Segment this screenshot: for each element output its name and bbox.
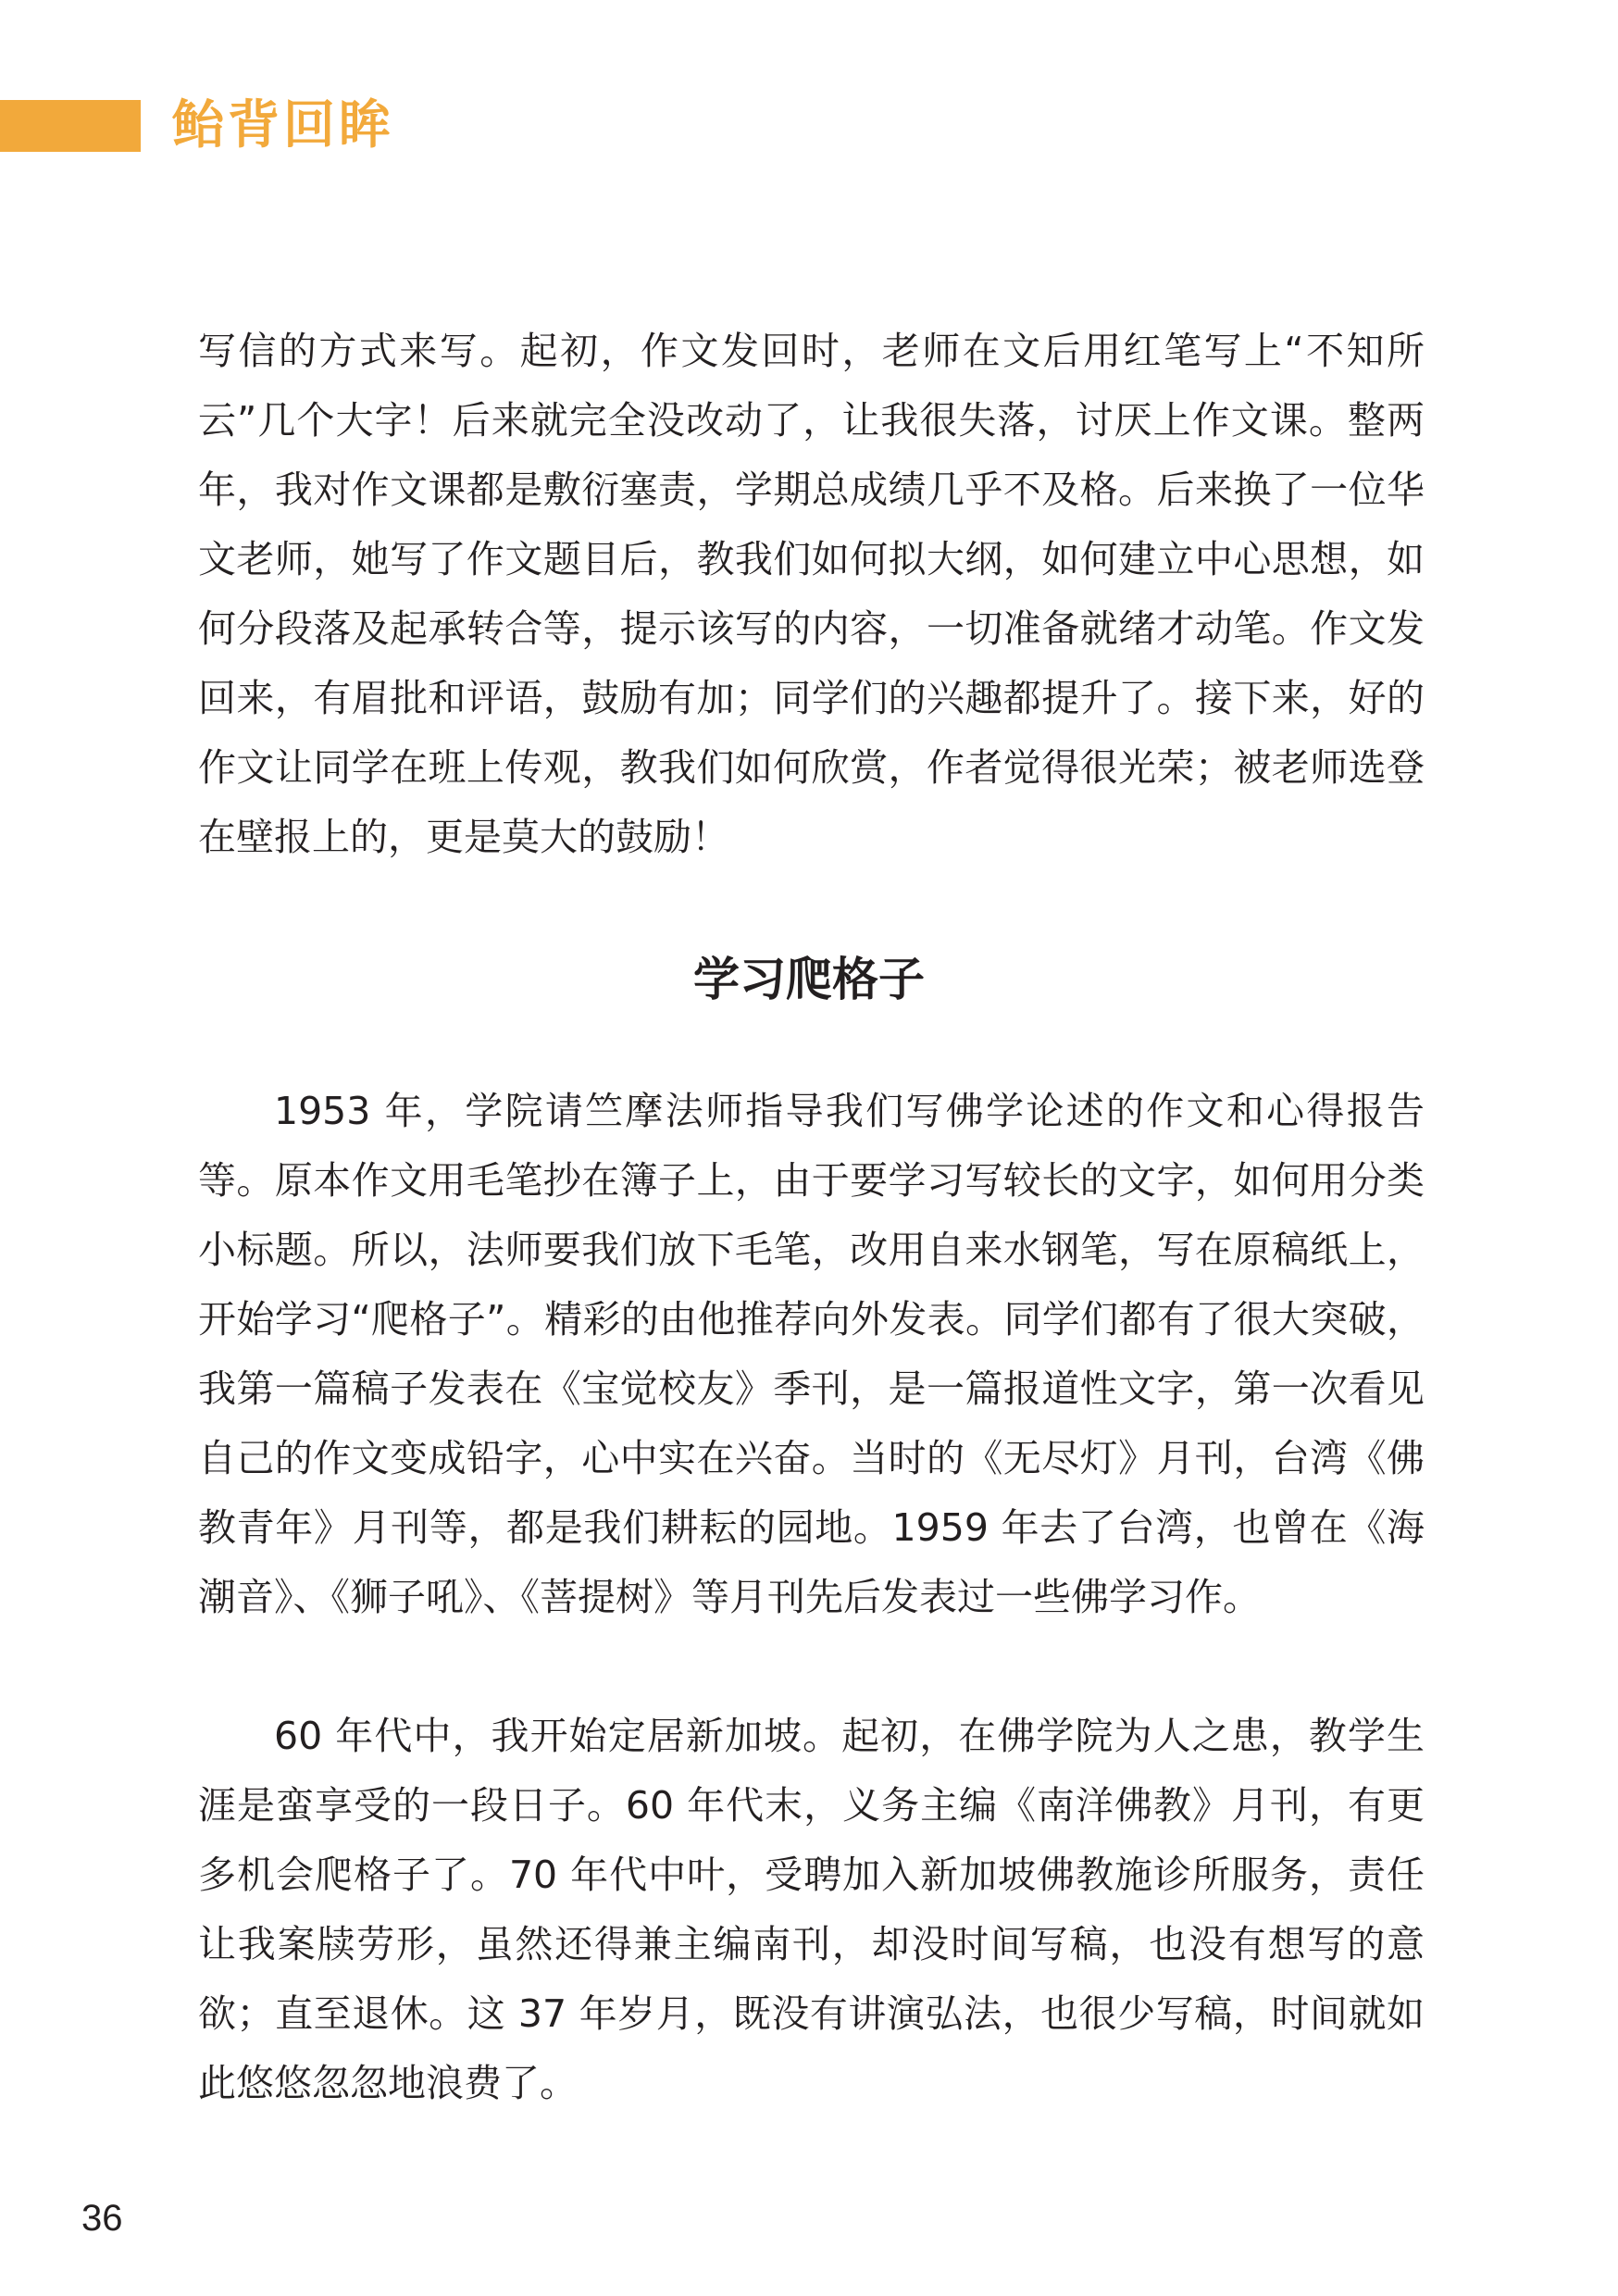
section-heading: 学习爬格子 (693, 953, 925, 1006)
header-accent-bar (0, 100, 141, 152)
paragraph: 1953 年，学院请竺摩法师指导我们写佛学论述的作文和心得报告等。原本作文用毛笔抄在簿子上，由于要学习写较长的文字，如何用分类小标题。所以，法师要我们放下毛笔，改用自来水钢笔，写在原稿纸上，开始学习“爬格子”。精彩的由他推荐向外发表。同学们都有了很大突破，我第一篇稿子发表在《宝觉校友》季刊，是一篇报道性文字，第一次看见自己的作文变成铅字，心中实在兴奋。当时的《无尽灯》月刊，台湾《佛教青年》月刊等，都是我们耕耘的园地。1959 年去了台湾，也曾在《海潮音》、《狮子吼》、《菩提树》等月刊先后发表过一些佛学习作。 (198, 1089, 1425, 1619)
page-number: 36 (81, 2198, 123, 2239)
paragraph-continued: 写信的方式来写。起初，作文发回时，老师在文后用红笔写上“不知所云”几个大字！后来就完全没改动了，让我很失落，讨厌上作文课。整两年，我对作文课都是敷衍塞责，学期总成绩几乎不及格。后来换了一位华文老师，她写了作文题目后，教我们如何拟大纲，如何建立中心思想，如何分段落及起承转合等，提示该写的内容，一切准备就绪才动笔。作文发回来，有眉批和评语，鼓励有加；同学们的兴趣都提升了。接下来，好的作文让同学在班上传观，教我们如何欣赏，作者觉得很光荣；被老师选登在壁报上的，更是莫大的鼓励！ (198, 329, 1425, 859)
paragraph: 60 年代中，我开始定居新加坡。起初，在佛学院为人之患，教学生涯是蛮享受的一段日子。60 年代末，义务主编《南洋佛教》月刊，有更多机会爬格子了。70 年代中叶，受聘加入新加坡佛教施诊所服务，责任让我案牍劳形，虽然还得兼主编南刊，却没时间写稿，也没有想写的意欲；直至退休。这 37 年岁月，既没有讲演弘法，也很少写稿，时间就如此悠悠忽忽地浪费了。 (198, 1714, 1425, 2105)
running-header-title: 鲐背回眸 (172, 95, 394, 156)
